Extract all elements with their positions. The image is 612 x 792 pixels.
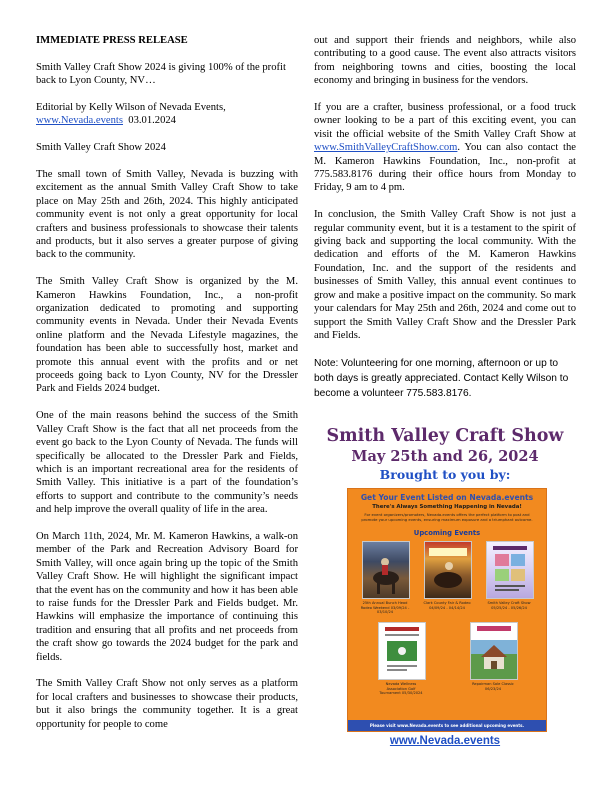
paragraph-7-text-a: If you are a crafter, business professional, or a food truck owner looking to be a part of this exciting event, you can visit the official website of the Smith Valley Craft Show at — [314, 102, 576, 140]
promo-title: Smith Valley Craft Show — [326, 426, 564, 446]
paragraph-1: The small town of Smith Valley, Nevada is buzzing with excitement as the annual Smith Valley Craft Show to take place on May 25th and 26th, 2024. This highly anticipated community event is not only a great opportunity for local crafters and business professionals to showcase their talents and products, but it also serves a greater purpose of giving back to the community. — [36, 169, 298, 261]
event-caption-rodeo: 25th Annual Bunch Head Rodeo Weekend 03/09/24 - 03/10/24 — [360, 601, 410, 615]
event-caption-sale: Repairman Sale Classic 06/23/24 — [472, 682, 514, 691]
paragraph-4: On March 11th, 2024, Mr. M. Kameron Hawkins, a walk-on member of the Park and Recreation Advisory Board for Smith Valley, will once again bring up the topic of the Smith Valley Craft Show. He will highlight the significant impact that the event has on the community and how it has been able to raise funds for the Dressler Park and Fields budget. Mr. Hawkins will emphasize the importance of continuing this tradition and ensuring that all profits and net proceeds from the craft show go towards the 2024 budget for the park and fields. — [36, 530, 298, 663]
golf-flyer — [379, 623, 425, 679]
paragraph-8: In conclusion, the Smith Valley Craft Show is not just a regular community event, but it is a testament to the spirit of giving back and supporting the local community. With the dedication and efforts of the M. Kameron Hawkins Foundation, Inc. and the support of the residents and businesses of Smith Valley, this annual event continues to grow and make a positive impact on the community. So mark your calendars for May 25th and 26th, 2024 and come out to support the Smith Valley Craft Show and the Dressler Park and Fields. — [314, 209, 576, 341]
poster-subtitle: There's Always Something Happening in Nevada! — [372, 504, 522, 510]
event-card-golf — [378, 622, 426, 680]
paragraph-2: The Smith Valley Craft Show is organized by the M. Kameron Hawkins Foundation, Inc., a non-profit organization dedicated to promoting and supporting community events in Nevada. Under their Nevada Events online platform and the Nevada Lifestyle magazines, the foundation has been able to successfully host, market and promote this annual event with the profits and or net proceeds going back to Lyon County, NV for the Dressler Park and Fields 2024 budget. — [36, 276, 298, 395]
left-column — [36, 34, 298, 744]
event-card-rodeo — [362, 541, 410, 599]
volunteer-note: Note: Volunteering for one morning, afternoon or up to both days is greatly appreciated. Contact Kelly Wilson to become a volunteer 775.583.8176. — [314, 357, 569, 399]
nevada-events-link[interactable]: www.Nevada.events — [36, 115, 123, 127]
paragraph-6: out and support their friends and neighbors, while also contributing to a good cause. The event also attracts visitors from neighboring towns and cities, boosting the local economy and bringing in business for the vendors. — [314, 35, 576, 87]
poster-title: Get Your Event Listed on Nevada.events — [360, 493, 534, 502]
paragraph-5: The Smith Valley Craft Show not only serves as a platform for local crafters and businesses to showcase their products, but it also brings the community together. It is a great opportunity for people to come — [36, 678, 298, 730]
paragraph-7 — [314, 101, 576, 195]
golf-flyer-icon — [379, 623, 425, 679]
lede: Smith Valley Craft Show 2024 is giving 100% of the profit back to Lyon County, NV… — [36, 61, 286, 87]
sale-flyer — [471, 623, 517, 679]
event-card-fair — [424, 541, 472, 599]
poster-upcoming-heading: Upcoming Events — [413, 529, 481, 537]
event-caption-fair: Clark County Fair & Rodeo 04/09/24 - 04/14/24 — [423, 601, 471, 610]
craft-show-flyer — [487, 542, 533, 598]
byline-text: Editorial by Kelly Wilson of Nevada Events, — [36, 102, 226, 113]
article-subtitle: Smith Valley Craft Show 2024 — [36, 142, 166, 154]
flyer-icon — [487, 542, 533, 598]
byline-date: 03.01.2024 — [128, 115, 176, 127]
nevada-events-poster — [347, 488, 547, 732]
promo-date: May 25th and 26, 2024 — [351, 448, 539, 465]
horse-rider-icon — [363, 542, 409, 598]
promo-block — [314, 426, 576, 484]
event-caption-craft-show: Smith Valley Craft Show 05/25/24 - 05/26/24 — [487, 601, 531, 610]
press-release-heading: IMMEDIATE PRESS RELEASE — [36, 35, 188, 46]
poster-description: For event organizers/promoters, Nevada.events offers the perfect platform to post and promote your upcoming events, ensuring maximum exposure and a triumphant outcome. — [361, 512, 533, 522]
event-caption-golf: Nevada Wellness Association Golf Tournament 05/30/2024 — [379, 682, 423, 696]
byline — [36, 101, 298, 128]
bull-rider-icon — [425, 542, 471, 598]
promo-nevada-events-link[interactable]: www.Nevada.events — [389, 735, 501, 747]
promo-brought-by: Brought to you by: — [379, 467, 511, 482]
paragraph-7-text-b: . You can also contact the M. Kameron Hawkins Foundation, Inc., non-profit at 775.583.8176 during their office hours from Monday to Friday, 9 am to 4 pm. — [314, 142, 576, 194]
event-card-craft-show — [486, 541, 534, 599]
poster-footer: Please visit www.Nevada.events to see additional upcoming events. — [348, 720, 546, 731]
rodeo-photo — [363, 542, 409, 598]
house-icon — [471, 623, 517, 679]
craft-show-website-link[interactable]: www.SmithValleyCraftShow.com — [314, 142, 458, 154]
right-column — [314, 34, 576, 414]
paragraph-3: One of the main reasons behind the success of the Smith Valley Craft Show is the fact that all net proceeds from the event go back to the Lyon County of Nevada. The funds will specifically be allocated to the Dressler Park and Fields, which is an important recreational area for the residents of Smith Valley. This initiative is a part of the foundation’s efforts to support and contribute to the community’s needs and help improve the overall quality of life in the area. — [36, 410, 298, 516]
event-card-sale — [470, 622, 518, 680]
fair-photo — [425, 542, 471, 598]
